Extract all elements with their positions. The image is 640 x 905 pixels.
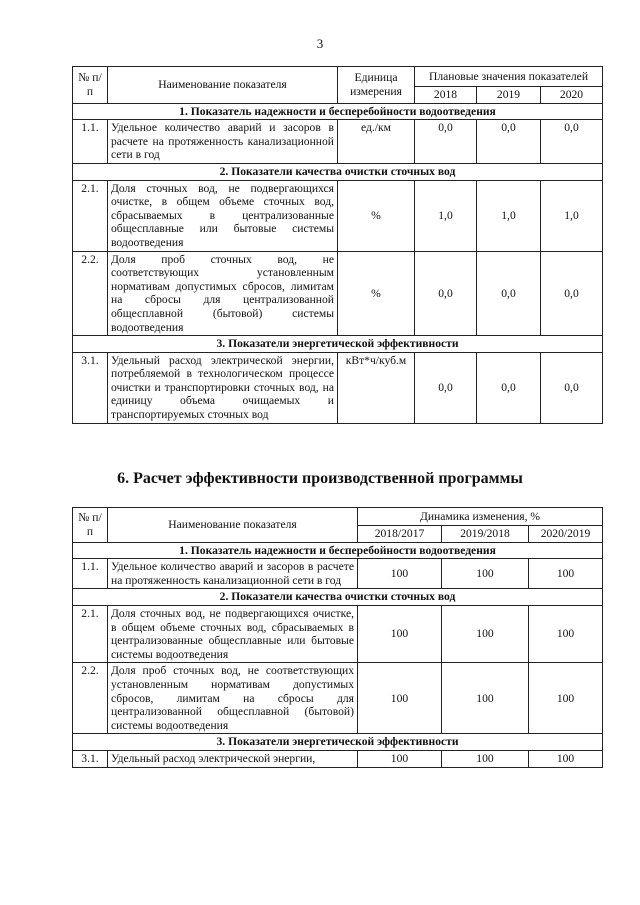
row-number: 1.1.: [73, 120, 108, 164]
value-cell: 100: [442, 663, 529, 734]
row-number: 2.2.: [73, 251, 108, 336]
value-cell: 0,0: [477, 120, 541, 164]
value-cell: 1,0: [541, 180, 603, 251]
section-heading: 6. Расчет эффективности производственной программы: [117, 470, 523, 487]
value-cell: 0,0: [541, 120, 603, 164]
table-row: [73, 352, 603, 423]
table-row: [73, 120, 603, 164]
table-row: [73, 663, 603, 734]
indicator-name: Удельный расход электрической энергии, потребляемой в технологическом процессе очистки и транспортировки сточных вод, на единицу объема очищаемых и транспортируемых сточных вод: [108, 352, 338, 423]
section-title: 2. Показатели качества очистки сточных вод: [73, 163, 603, 180]
value-cell: 100: [358, 663, 442, 734]
col-name-header: Наименование показателя: [108, 67, 338, 104]
value-cell: 100: [442, 605, 529, 662]
unit-cell: %: [338, 180, 415, 251]
table-row: [73, 251, 603, 336]
period-header: 2019/2018: [442, 526, 529, 543]
value-cell: 100: [358, 559, 442, 589]
year-header: 2019: [477, 87, 541, 104]
indicator-name: Доля сточных вод, не подвергающихся очистке, в общем объеме сточных вод, сбрасываемых в централизованные общесплавные или бытовые системы водоотведения: [108, 180, 338, 251]
indicator-name: Удельное количество аварий и засоров в расчете на протяженность канализационной сети в год: [108, 120, 338, 164]
year-header: 2020: [541, 87, 603, 104]
indicator-name: Доля проб сточных вод, не соответствующих установленным нормативам допустимых сбросов, лимитам на сбросы для централизованной общесплавной (бытовой) системы водоотведения: [108, 251, 338, 336]
indicator-name: Доля проб сточных вод, не соответствующих установленным нормативам допустимых сбросов, лимитам на сбросы для централизованной общесплавной (бытовой) системы водоотведения: [108, 663, 358, 734]
page-number: 3: [316, 36, 324, 51]
indicator-name: Доля сточных вод, не подвергающихся очистке, в общем объеме сточных вод, сбрасываемых в централизованные общесплавные или бытовые системы водоотведения: [108, 605, 358, 662]
indicator-name: Удельное количество аварий и засоров в расчете на протяженность канализационной сети в год: [108, 559, 358, 589]
section-title: 2. Показатели качества очистки сточных вод: [73, 589, 603, 606]
value-cell: 1,0: [415, 180, 477, 251]
row-number: 2.1.: [73, 605, 108, 662]
section-title: 1. Показатель надежности и бесперебойности водоотведения: [73, 103, 603, 120]
unit-cell: кВт*ч/куб.м: [338, 352, 415, 423]
table-row: [73, 559, 603, 589]
unit-cell: %: [338, 251, 415, 336]
value-cell: 1,0: [477, 180, 541, 251]
plan-indicators-table: [72, 66, 603, 424]
efficiency-table: [72, 507, 603, 768]
value-cell: 0,0: [541, 352, 603, 423]
col-num-header: № п/п: [73, 67, 108, 104]
value-cell: 100: [358, 605, 442, 662]
col-unit-header: Единица измерения: [338, 67, 415, 104]
indicator-name: Удельный расход электрической энергии,: [108, 750, 358, 767]
table-row: [73, 750, 603, 767]
value-cell: 0,0: [477, 251, 541, 336]
col-name-header: Наименование показателя: [108, 508, 358, 543]
value-cell: 100: [529, 750, 603, 767]
row-number: 2.1.: [73, 180, 108, 251]
value-cell: 100: [442, 559, 529, 589]
col-plan-header: Плановые значения показателей: [415, 67, 603, 87]
section-title: 3. Показатели энергетической эффективности: [73, 734, 603, 751]
year-header: 2018: [415, 87, 477, 104]
value-cell: 100: [358, 750, 442, 767]
row-number: 2.2.: [73, 663, 108, 734]
value-cell: 100: [529, 559, 603, 589]
table-row: [73, 180, 603, 251]
value-cell: 0,0: [477, 352, 541, 423]
value-cell: 0,0: [415, 120, 477, 164]
value-cell: 100: [529, 605, 603, 662]
value-cell: 0,0: [415, 352, 477, 423]
section-title: 1. Показатель надежности и бесперебойности водоотведения: [73, 542, 603, 559]
period-header: 2018/2017: [358, 526, 442, 543]
value-cell: 100: [442, 750, 529, 767]
value-cell: 0,0: [415, 251, 477, 336]
unit-cell: ед./км: [338, 120, 415, 164]
col-dynamics-header: Динамика изменения, %: [358, 508, 603, 526]
period-header: 2020/2019: [529, 526, 603, 543]
row-number: 1.1.: [73, 559, 108, 589]
row-number: 3.1.: [73, 750, 108, 767]
row-number: 3.1.: [73, 352, 108, 423]
section-title: 3. Показатели энергетической эффективности: [73, 336, 603, 353]
table-row: [73, 605, 603, 662]
col-num-header: № п/п: [73, 508, 108, 543]
value-cell: 0,0: [541, 251, 603, 336]
value-cell: 100: [529, 663, 603, 734]
